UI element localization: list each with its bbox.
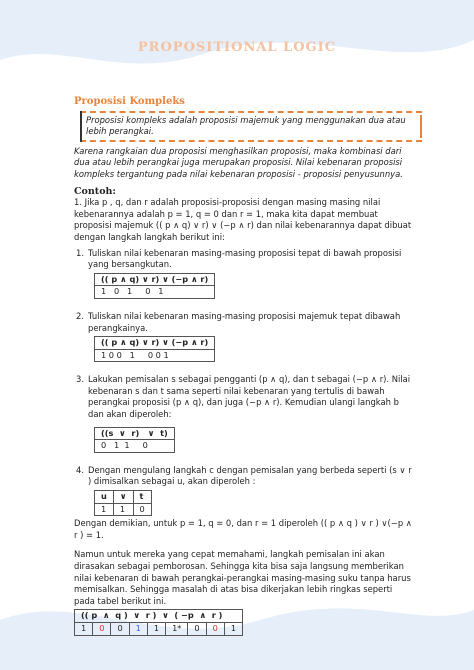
step-2: 2. Tuliskan nilai kebenaran masing-masing proposisi majemuk tepat dibawah perangkainya. <box>76 310 401 333</box>
definition-box <box>80 111 422 142</box>
page-header-title: PROPOSITIONAL LOGIC <box>137 40 337 55</box>
final-table: (( p ∧ q ) ∨ r ) ∨ ( −p ∧ r ) 1 0 0 1 1 1* 0 0 1 <box>74 609 243 635</box>
step-3: 3. Lakukan pemisalan s sebagai pengganti (p ∧ q), dan t sebagai (−p ∧ r). Nilai kebenaran s dan t sama seperti nilai kebenaran yang tertulis di bawah perangkai proposisi (p ∧ q), dan juga (−p ∧ r). Kemudian ulangi langkah b dan akan diperoleh: <box>76 374 411 420</box>
step-1: 1. Tuliskan nilai kebenaran masing-masing proposisi tepat di bawah proposisi yang bersangkutan. <box>76 247 402 270</box>
example-heading: Contoh: <box>74 185 116 197</box>
closing-paragraph: Namun untuk mereka yang cepat memahami, langkah pemisalan ini akan dirasakan sebagai pemborosan. Sehingga kita bisa saja langsung memberikan nilai kebenaran di bawah perangkai-perangkai masing-masing suku tanpa harus memisalkan. Sehingga masalah di atas bisa dikerjakan lebih ringkas seperti pada tabel berikut ini. <box>74 549 411 606</box>
step-1-table: (( p ∧ q) ∨ r) ∨ (−p ∧ r) 1 0 1 0 1 <box>94 273 215 299</box>
conclusion-text: Dengan demikian, untuk p = 1, q = 0, dan r = 1 diperoleh (( p ∧ q ) ∨ r ) ∨(−p ∧ r ) = 1. <box>74 518 412 540</box>
section-title: Proposisi Kompleks <box>74 96 185 107</box>
definition-text: Proposisi kompleks adalah proposisi majemuk yang menggunakan dua atau lebih perangkai. <box>86 114 406 137</box>
section-paragraph: Karena rangkaian dua proposisi menghasilkan proposisi, maka kombinasi dari dua atau lebih perangkai juga merupakan proposisi. Nilai kebenaran proposisi kompleks tergantung pada nilai kebenaran proposisi - proposisi penyusunnya. <box>74 145 403 179</box>
main-content <box>74 96 414 636</box>
step-4: 4. Dengan mengulang langkah c dengan pemisalan yang berbeda seperti (s ∨ r ) dimisalkan sebagai u, akan diperoleh : <box>76 464 412 487</box>
step-2-table: (( p ∧ q) ∨ r) ∨ (−p ∧ r) 1 0 0 1 0 0 1 <box>94 336 215 362</box>
step-4-table: u ∨ t 1 1 0 <box>94 490 152 516</box>
example-intro: 1. Jika p , q, dan r adalah proposisi-proposisi dengan masing masing nilai kebenarannya adalah p = 1, q = 0 dan r = 1, maka kita dapat membuat proposisi majemuk (( p ∧ q) ∨ r) ∨ (−p ∧ r) dan nilai kebenarannya dapat dibuat dengan langkah langkah berikut ini: <box>74 197 412 242</box>
step-3-table: ((s ∨ r) ∨ t) 0 1 1 0 <box>94 427 175 453</box>
